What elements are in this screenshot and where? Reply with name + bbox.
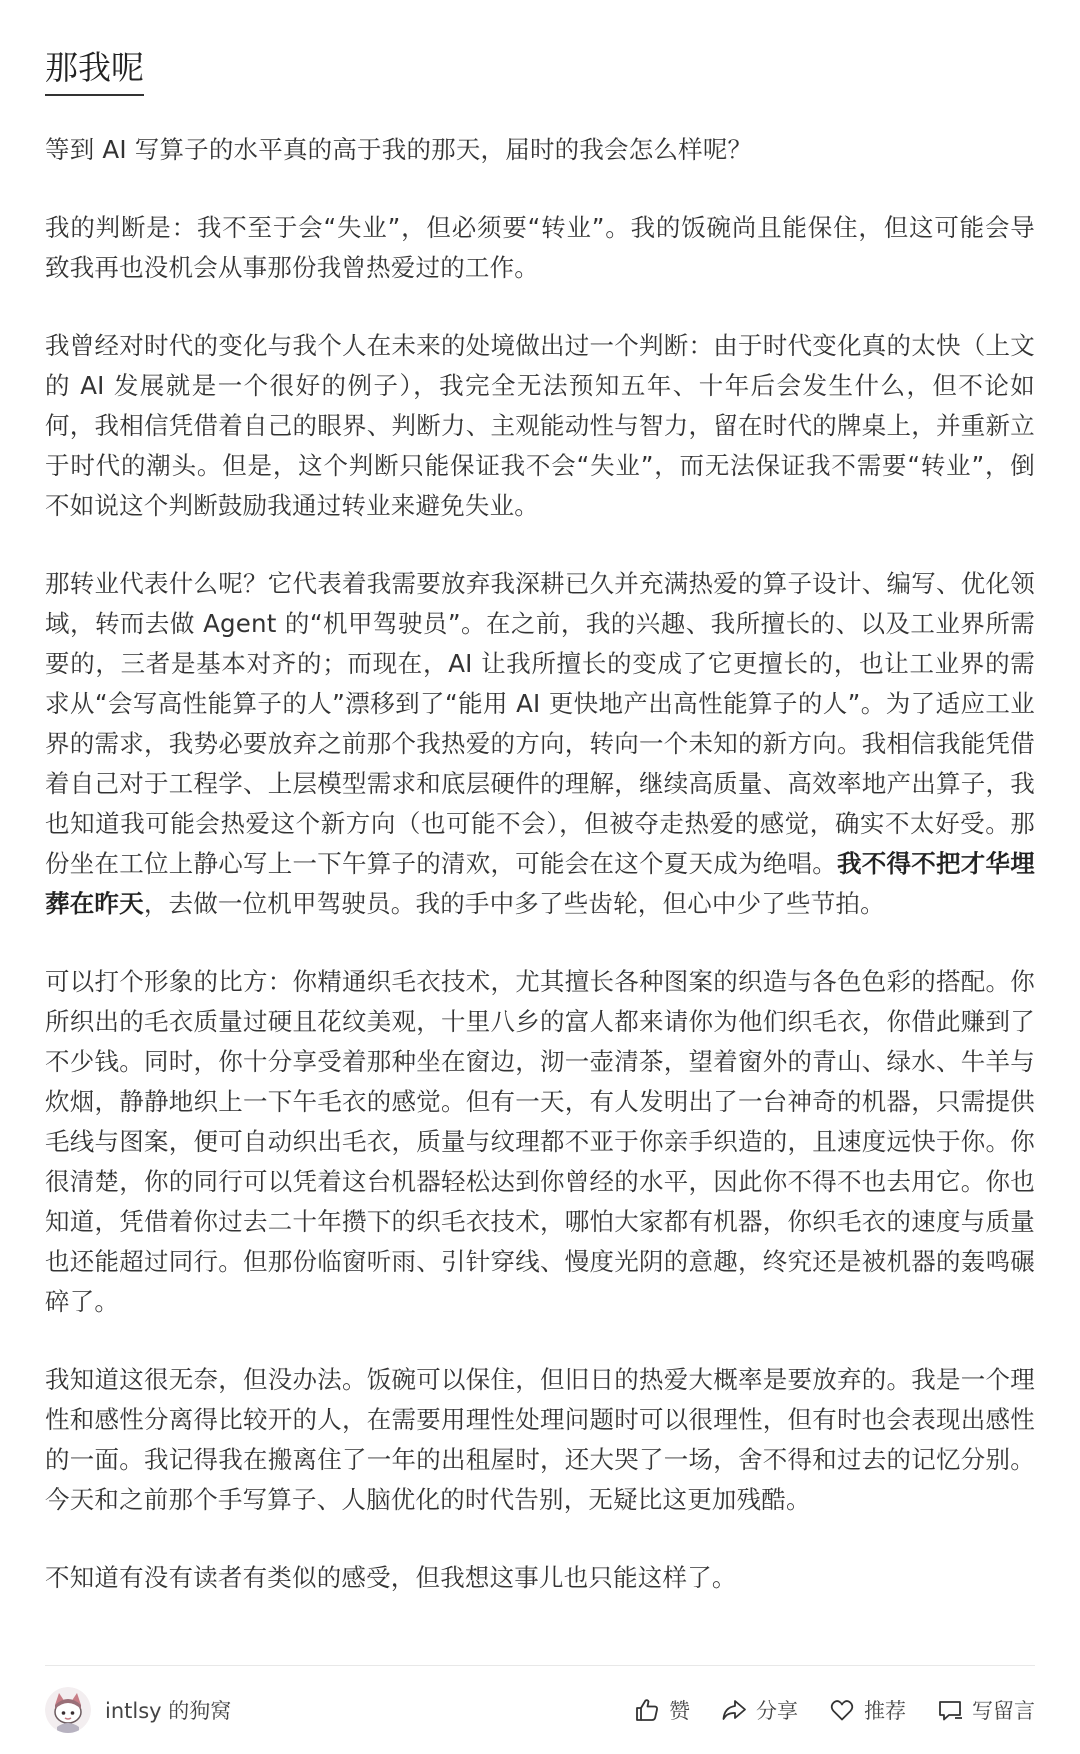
like-button[interactable] [633,1695,690,1725]
heart-icon [828,1696,856,1724]
comment-icon [936,1696,964,1724]
paragraph-text: ，去做一位机甲驾驶员。我的手中多了些齿轮，但心中少了些节拍。 [143,889,885,918]
paragraph-text: 那转业代表什么呢？它代表着我需要放弃我深耕已久并充满热爱的算子设计、编写、优化领域，转而去做 Agent 的“机甲驾驶员”。在之前，我的兴趣、我所擅长的、以及工业界所需要的，三者是基本对齐的；而现在，AI 让我所擅长的变成了它更擅长的，也让工业界的需求从“会写高性能算子的人”漂移到了“能用 AI 更快地产出高性能算子的人”。为了适应工业界的需求，我势必要放弃之前那个我热爱的方向，转向一个未知的新方向。我相信我能凭借着自己对于工程学、上层模型需求和底层硬件的理解，继续高质量、高效率地产出算子，我也知道我可能会热爱这个新方向（也可能不会），但被夺走热爱的感觉，确实不太好受。那份坐在工位上静心写上一下午算子的清欢，可能会在这个夏天成为绝唱。 [45,569,1035,878]
comment-button[interactable] [936,1695,1035,1725]
bold-emphasis: 我不得不把才华埋葬在昨天 [45,849,1035,918]
recommend-button[interactable] [828,1695,906,1725]
author-block[interactable] [45,1687,231,1733]
article-footer [45,1680,1035,1740]
like-label: 赞 [669,1699,690,1723]
share-label: 分享 [756,1699,798,1723]
article-paragraph: 我的判断是：我不至于会“失业”，但必须要“转业”。我的饭碗尚且能保住，但这可能会导致我再也没机会从事那份我曾热爱过的工作。 [45,213,1035,282]
article-body [45,130,1035,1598]
article-paragraph: 不知道有没有读者有类似的感受，但我想这事儿也只能这样了。 [45,1563,737,1592]
article-paragraph: 等到 AI 写算子的水平真的高于我的那天，届时的我会怎么样呢？ [45,135,753,164]
article-heading: 那我呢 [45,44,144,96]
article-paragraph [45,564,1035,924]
avatar[interactable] [45,1687,91,1733]
footer-divider [45,1665,1035,1666]
article-paragraph: 我知道这很无奈，但没办法。饭碗可以保住，但旧日的热爱大概率是要放弃的。我是一个理性和感性分离得比较开的人，在需要用理性处理问题时可以很理性，但有时也会表现出感性的一面。我记得我在搬离住了一年的出租屋时，还大哭了一场，舍不得和过去的记忆分别。今天和之前那个手写算子、人脑优化的时代告别，无疑比这更加残酷。 [45,1365,1035,1514]
action-bar [633,1695,1035,1725]
author-name[interactable]: intlsy 的狗窝 [105,1699,232,1723]
recommend-label: 推荐 [864,1699,906,1723]
share-button[interactable] [720,1695,798,1725]
article-paragraph: 我曾经对时代的变化与我个人在未来的处境做出过一个判断：由于时代变化真的太快（上文的 AI 发展就是一个很好的例子），我完全无法预知五年、十年后会发生什么，但不论如何，我相信凭借着自己的眼界、判断力、主观能动性与智力，留在时代的牌桌上，并重新立于时代的潮头。但是，这个判断只能保证我不会“失业”，而无法保证我不需要“转业”，倒不如说这个判断鼓励我通过转业来避免失业。 [45,331,1035,520]
comment-label: 写留言 [972,1699,1035,1723]
thumbs-up-icon [633,1696,661,1724]
article-paragraph: 可以打个形象的比方：你精通织毛衣技术，尤其擅长各种图案的织造与各色色彩的搭配。你所织出的毛衣质量过硬且花纹美观，十里八乡的富人都来请你为他们织毛衣，你借此赚到了不少钱。同时，你十分享受着那种坐在窗边，沏一壶清茶，望着窗外的青山、绿水、牛羊与炊烟，静静地织上一下午毛衣的感觉。但有一天，有人发明出了一台神奇的机器，只需提供毛线与图案，便可自动织出毛衣，质量与纹理都不亚于你亲手织造的，且速度远快于你。你很清楚，你的同行可以凭着这台机器轻松达到你曾经的水平，因此你不得不也去用它。你也知道，凭借着你过去二十年攒下的织毛衣技术，哪怕大家都有机器，你织毛衣的速度与质量也还能超过同行。但那份临窗听雨、引针穿线、慢度光阴的意趣，终究还是被机器的轰鸣碾碎了。 [45,967,1035,1316]
share-icon [720,1696,748,1724]
